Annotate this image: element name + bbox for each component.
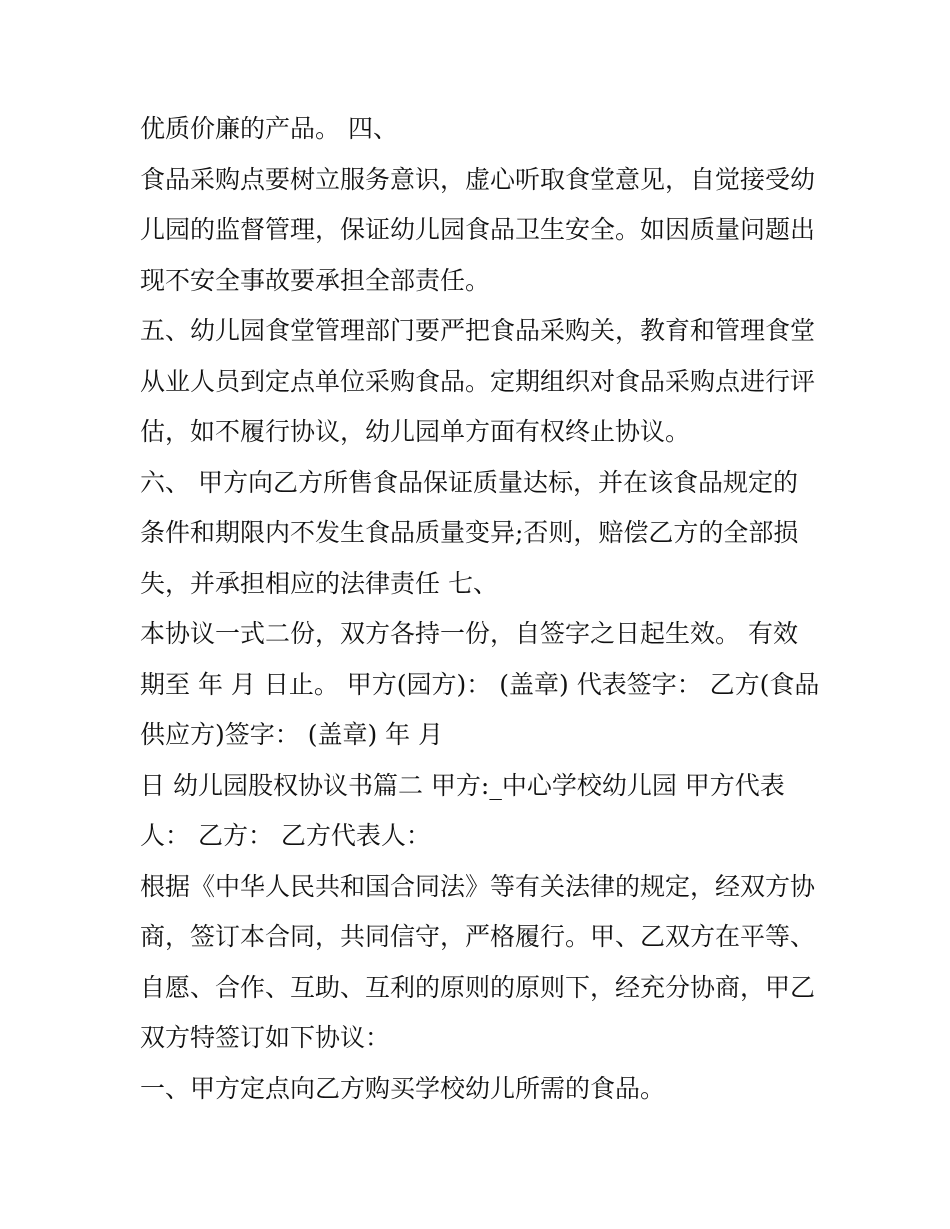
text-line-13: 供应方)签字： (盖章) 年 月 — [140, 720, 444, 749]
text-line-9: 条件和期限内不发生食品质量变异;否则，赔偿乙方的全部损 — [140, 518, 799, 547]
text-line-19: 双方特签订如下协议： — [140, 1023, 391, 1052]
text-line-11: 本协议一式二份，双方各持一份，自签字之日起生效。 有效 — [140, 619, 798, 648]
text-line-3: 儿园的监督管理，保证幼儿园食品卫生安全。如因质量问题出 — [140, 215, 816, 244]
text-line-5: 五、幼儿园食堂管理部门要严把食品采购关，教育和管理食堂 — [140, 316, 816, 345]
text-line-15: 人： 乙方： 乙方代表人： — [140, 821, 431, 850]
text-line-6: 从业人员到定点单位采购食品。定期组织对食品采购点进行评 — [140, 366, 816, 396]
text-line-12: 期至 年 月 日止。 甲方(园方)： (盖章) 代表签字： 乙方(食品 — [140, 669, 820, 699]
text-line-17: 商，签订本合同，共同信守，严格履行。甲、乙双方在平等、 — [140, 922, 816, 951]
text-line-1: 优质价廉的产品。 四、 — [140, 114, 398, 143]
text-line-4: 现不安全事故要承担全部责任。 — [140, 265, 491, 295]
text-line-2: 食品采购点要树立服务意识，虚心听取食堂意见，自觉接受幼 — [140, 164, 816, 194]
text-line-10: 失，并承担相应的法律责任 七、 — [140, 568, 498, 598]
text-line-18: 自愿、合作、互助、互利的原则的原则下，经充分协商，甲乙 — [140, 972, 816, 1002]
text-line-8: 六、 甲方向乙方所售食品保证质量达标，并在该食品规定的 — [140, 467, 798, 497]
text-line-7: 估，如不履行协议，幼儿园单方面有权终止协议。 — [140, 417, 691, 446]
text-line-16: 根据《中华人民共和国合同法》等有关法律的规定，经双方协 — [140, 871, 816, 901]
document-body — [140, 104, 830, 1114]
text-line-20: 一、甲方定点向乙方购买学校幼儿所需的食品。 — [140, 1073, 666, 1103]
text-line-14: 日 幼儿园股权协议书篇二 甲方:_中心学校幼儿园 甲方代表 — [140, 770, 785, 800]
